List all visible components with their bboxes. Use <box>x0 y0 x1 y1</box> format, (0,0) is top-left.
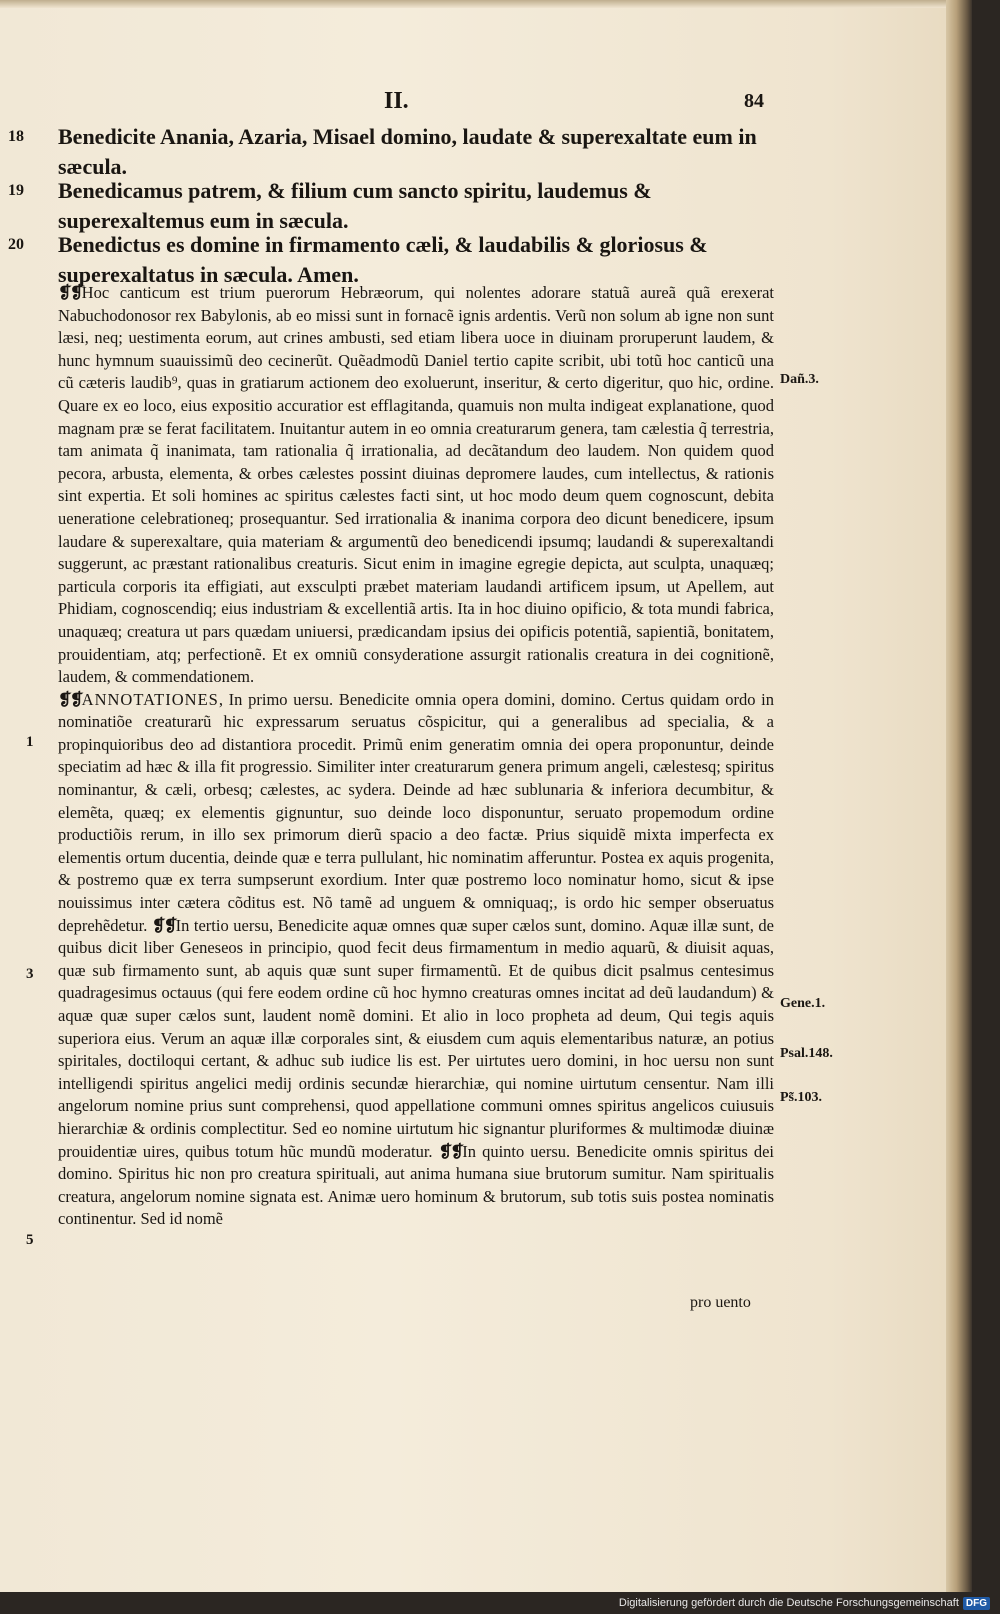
third-verse-note: In tertio uersu, Benedicite aquæ omnes quæ super cælos sunt, domino. Aquæ illæ sunt, de quibus dicit liber Geneseos in principio, quod fecit deus firmamentum in medio aquarũ, & diuisit aquas, quæ sub firmamento sunt, ab aquis quæ sunt super firmamentũ. Et de quibus dicit psalmus centesimus quadragesimus octauus (qui fere eodem ordine cũ hoc hymno creaturas omnes incitat ad deũ laudandum) & aquæ quæ super cælos sunt, laudent nomẽ domini. Et alio in loco propheta ad deum, Qui tegis aquis superiora eius. Verum an aquæ illæ corporales sint, & eiusdem cum aquis elementaribus naturæ, an potius spiritales, doctiloqui certant, & adhuc sub iudice lis est. Per uirtutes uero domini, in hoc uersu non sunt intelligendi spiritus angelici medij ordinis secundæ hierarchiæ, qui nomine uirtutum censentur. Nam illi angelorum nomine prius sunt comprehensi, quod appellatione communi omnes spiritus angelicos cuiusuis hierarchiæ & ordinis complectitur. Sed eo nomine uirtutum hic signantur pluriformes & multimodæ diuinæ prouidentiæ uires, quibus totum hũc mundũ moderatur. <box>58 915 774 1161</box>
verse-number: 18 <box>8 128 24 145</box>
margin-ref-genesis: Gene.1. <box>780 996 826 1011</box>
commentary-block <box>58 282 774 1231</box>
pilcrow-icon: ❡❡ <box>58 689 82 709</box>
pilcrow-icon: ❡❡ <box>151 915 176 935</box>
verse-18 <box>8 122 798 182</box>
book-spine <box>946 0 972 1592</box>
catchword: pro uento <box>690 1294 751 1311</box>
margin-number-1: 1 <box>26 734 34 750</box>
pilcrow-icon: ❡❡ <box>438 1141 463 1161</box>
verse-number: 19 <box>8 182 24 199</box>
margin-ref-daniel: Dañ.3. <box>780 372 819 387</box>
section-number: II. <box>384 88 409 114</box>
annotations-paragraph <box>58 689 774 1231</box>
verse-text: Benedicite Anania, Azaria, Misael domino, laudate & superexaltate eum in sæcula. <box>58 124 757 179</box>
pilcrow-icon: ❡❡ <box>58 283 82 302</box>
verse-text: Benedicamus patrem, & filium cum sancto spiritu, laudemus & superexaltemus eum in sæcula. <box>58 178 652 233</box>
page-top-edge <box>0 0 972 8</box>
page-header <box>0 88 972 118</box>
commentary-intro <box>58 282 774 689</box>
dfg-logo-icon: DFG <box>963 1597 990 1610</box>
intro-text: Hoc canticum est trium puerorum Hebræorum, qui nolentes adorare statuã aureã quã erexerat Nabuchodonosor rex Babylonis, ab eo missi sunt in fornacẽ ignis ardentis. Verũ non solum ab igne non sunt læsi, neq; uestimenta eorum, aut crines ambusti, sed etiam libera uoce in diuinam proruperunt laudem, & hunc hymnum suauissimũ deo cecinerũt. Quẽadmodũ Daniel tertio capite scribit, ubi totũ hoc canticũ una cũ cæteris laudib⁹, quas in gratiarum actionem deo exoluerunt, inseritur, & certo digeritur, quo hic, ordine. Quare ex eo loco, eius expositio accuratior est efflagitanda, quamuis non multa indigeat explanatione, quod magnam præ se ferat facilitatem. Inuitantur autem in eo omnia creaturarum genera, tam cælestia q̃ terrestria, tam animata q̃ inanimata, tam rationalia q̃ irrationalia, ad decãtandum deo laudem. Non quidem quod pecora, arbusta, elementa, & orbes cælestes possint diuinas depromere laudes, cum intellectus, & rationis sint expertia. Et soli homines ac spiritus cælestes facti sint, ut hoc modo deum quem cognoscunt, debita ueneratione celebrationeq; prosequantur. Sed irrationalia & inanima corpora deo dicunt benedicere, ipsum laudare & superexaltare, quia materiam & argumentũ deo benedicendi ipsumq; laudandi & superexaltandi suggerunt, ac præstant rationalibus creaturis. Sicut enim in imagine egregie depicta, aut sculpta, unaquæq; particula corporis ita effigiati, aut exsculpti præbet materiam laudandi artificem ipsum, ut Apellem, aut Phidiam, cognoscendiq; eius industriam & excellentiã artis. Ita in hoc diuino opificio, & tota mundi fabrica, unaquæq; creatura ut pars quædam uniuersi, prædicandam ipsius dei opificis potentiã, sapientiã, bonitatem, prouidentiam, atq; perfectionẽ. Et ex omniũ consyderatione assurgit rationalis creatura in dei cognitionẽ, laudem, & commendationem. <box>58 283 774 687</box>
margin-number-5: 5 <box>26 1232 34 1248</box>
margin-number-3: 3 <box>26 966 34 982</box>
credit-text: Digitalisierung gefördert durch die Deutsche Forschungsgemeinschaft <box>618 1597 959 1609</box>
verse-number: 20 <box>8 236 24 253</box>
verse-19 <box>8 176 798 236</box>
margin-ref-psalm-103: Ps̃.103. <box>780 1090 822 1105</box>
fifth-verse-note: In quinto uersu. Benedicite omnis spiritus dei domino. Spiritus hic non pro creatura spirituali, aut anima humana siue brutorum sumitur. Nam spiritualis creatura, angelorum nomine signata est. Animæ uero hominum & brutorum, sub totis suis postea nominatis continentur. Sed id nomẽ <box>58 1141 775 1229</box>
verse-text: Benedictus es domine in firmamento cæli, & laudabilis & gloriosus & superexaltatus in sæcula. Amen. <box>58 232 708 287</box>
verse-20 <box>8 230 798 290</box>
annotations-heading: ANNOTATIONES <box>81 689 219 709</box>
annotations-text: In primo uersu. Benedicite omnia opera domini, domino. Certus quidam ordo in nominatiõe creaturarũ hic expressarum seruatus cõspicitur, qui a generalibus ad specialia, & a propinquioribus deo ad distantiora procedit. Primũ enim generatim omnia dei opera proponuntur, deinde speciatim ad hæc & illa fit progressio. Similiter inter creaturarum genera primum angeli, cælestesq; spiritus nominantur, & cæli, orbesq; cælestes, ac sydera. Deinde ad hæc sublunaria & inferiora decumbitur, & elemẽta, quæq; ex elementis gignuntur, suo deinde loco disponuntur, seruato propemodum ordine productiõis rerum, in illo sex primorum dierũ spacio a deo factæ. Prius siquidẽ mixta imperfecta ex elementis ortum ducentia, deinde quæ e terra pullulant, hic nominatim afferuntur. Postea ex aquis progenita, & postremo quæ ex terra sumpserunt exordium. Inter quæ postremo loco nominatur homo, sicut & ipse nouissimus inter cætera cõditus est. Nõ tamẽ ad unguem & omniquaq;, is ordo hic semper obseruatus deprehẽdetur. <box>58 689 775 935</box>
annotations-text-lead: , <box>218 689 229 709</box>
folio-number: 84 <box>744 90 764 112</box>
margin-ref-psalm-148: Psal.148. <box>780 1046 833 1061</box>
digitization-credit <box>619 1594 990 1612</box>
